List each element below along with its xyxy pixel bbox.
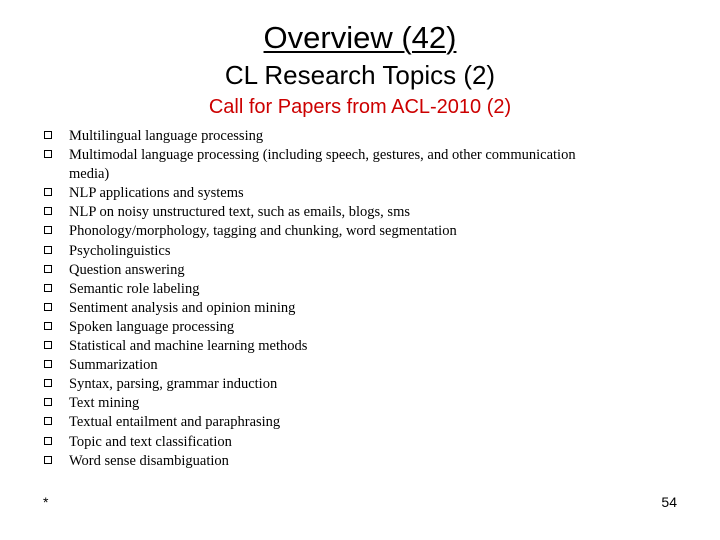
checkbox-bullet-icon — [44, 284, 52, 292]
topic-item — [44, 242, 589, 261]
topic-item — [44, 375, 589, 394]
checkbox-bullet-icon — [44, 417, 52, 425]
page-number: 54 — [661, 494, 677, 510]
topic-text: Multilingual language processing — [69, 128, 264, 144]
topic-item — [44, 337, 589, 356]
topic-text: Psycholinguistics — [69, 242, 171, 259]
topic-item — [44, 356, 589, 375]
checkbox-bullet-icon — [44, 341, 52, 349]
topic-item — [44, 184, 589, 203]
checkbox-bullet-icon — [44, 398, 52, 406]
topic-text: Syntax, parsing, grammar induction — [69, 376, 278, 393]
slide-title-text: Overview (42) — [263, 20, 457, 55]
topic-text: Phonology/morphology, tagging and chunking, word segmentation — [69, 223, 457, 240]
checkbox-bullet-icon — [44, 246, 52, 254]
topic-text: Semantic role labeling — [69, 280, 200, 297]
call-for-papers-heading: Call for Papers from ACL-2010 (2) — [208, 96, 512, 118]
checkbox-bullet-icon — [44, 131, 52, 139]
topic-text: Sentiment analysis and opinion mining — [69, 299, 296, 316]
topic-item — [44, 452, 589, 471]
topic-item — [44, 318, 589, 337]
topic-text: Word sense disambiguation — [69, 452, 229, 469]
checkbox-bullet-icon — [44, 226, 52, 234]
topic-text: Topic and text classification — [69, 433, 232, 450]
checkbox-bullet-icon — [44, 303, 52, 311]
checkbox-bullet-icon — [44, 188, 52, 196]
slide-subtitle: CL Research Topics (2) — [224, 60, 496, 90]
topic-item — [44, 127, 589, 146]
topic-text: Statistical and machine learning methods — [69, 338, 308, 355]
topic-text: NLP on noisy unstructured text, such as emails, blogs, sms — [69, 204, 410, 221]
topic-item — [44, 261, 589, 280]
slide-title — [0, 18, 720, 58]
topic-item — [44, 299, 589, 318]
checkbox-bullet-icon — [44, 150, 52, 158]
checkbox-bullet-icon — [44, 265, 52, 273]
topic-list — [44, 127, 589, 471]
topic-item — [44, 413, 589, 432]
topic-item — [44, 433, 589, 452]
topic-item — [44, 203, 589, 222]
checkbox-bullet-icon — [44, 207, 52, 215]
topic-text: Multimodal language processing (including speech, gestures, and other communication media) — [69, 147, 576, 183]
topic-text: Text mining — [69, 395, 140, 412]
topic-text: Spoken language processing — [69, 318, 235, 335]
checkbox-bullet-icon — [44, 437, 52, 445]
topic-item — [44, 222, 589, 241]
footer-marker: * — [43, 494, 49, 510]
topic-text: Question answering — [69, 261, 185, 278]
topic-item — [44, 146, 589, 184]
topic-text: Summarization — [69, 357, 158, 374]
checkbox-bullet-icon — [44, 322, 52, 330]
topic-item — [44, 280, 589, 299]
topic-item — [44, 394, 589, 413]
checkbox-bullet-icon — [44, 360, 52, 368]
checkbox-bullet-icon — [44, 379, 52, 387]
topic-text: NLP applications and systems — [69, 185, 244, 202]
checkbox-bullet-icon — [44, 456, 52, 464]
topic-text: Textual entailment and paraphrasing — [69, 414, 281, 431]
